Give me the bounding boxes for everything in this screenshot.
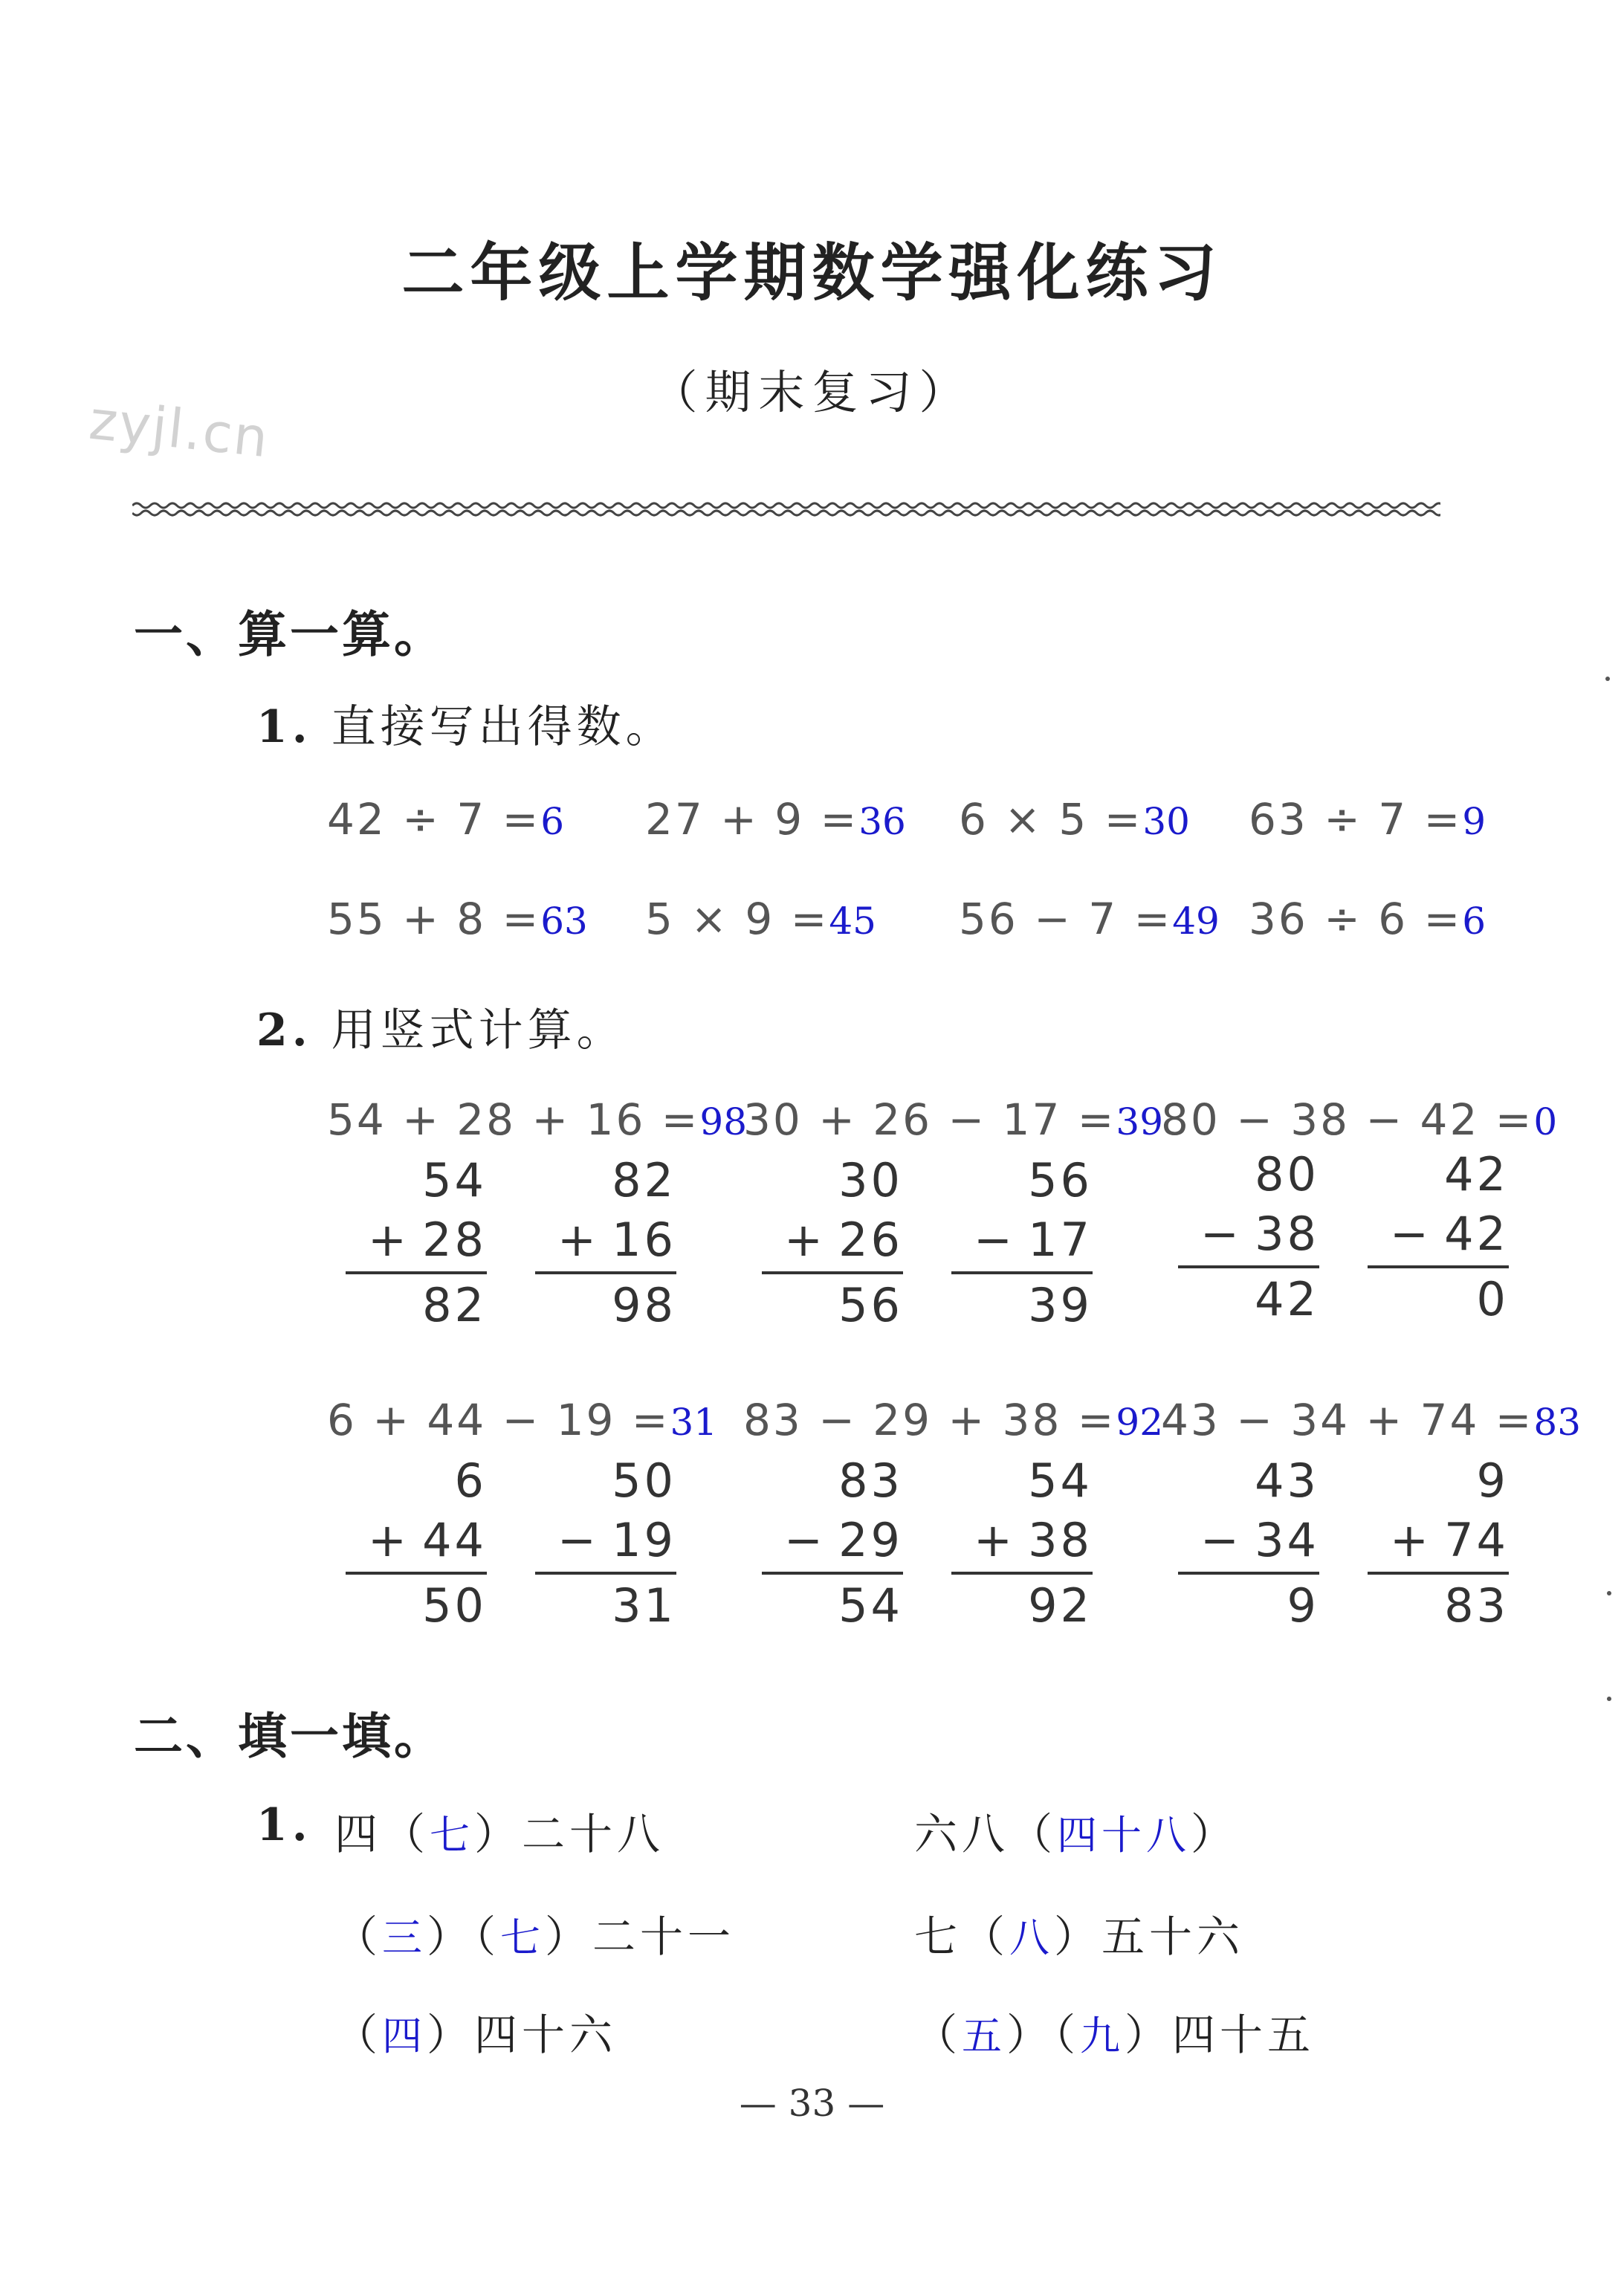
- answer: 92: [1116, 1401, 1164, 1444]
- fill-item: （三）（七）二十一: [334, 1911, 736, 1962]
- answer: 63: [540, 900, 588, 943]
- section-2-heading: 二、填一填。: [134, 1707, 446, 1765]
- section-1-heading: 一、算一算。: [134, 605, 446, 663]
- vertical-calc: 42 − 42 0: [1368, 1145, 1509, 1329]
- answer: 36: [858, 800, 906, 843]
- vertical-calc: 6 + 44 50: [346, 1451, 487, 1636]
- vertical-calc: 80 − 38 42: [1178, 1145, 1319, 1329]
- fill-item: （四）四十六: [334, 2010, 618, 2060]
- answer: 6: [540, 800, 565, 843]
- page-number: — 33 —: [739, 2082, 885, 2125]
- answer: 98: [699, 1100, 748, 1143]
- vertical-calc: 82 + 16 98: [535, 1151, 676, 1335]
- vertical-calc: 50 − 19 31: [535, 1451, 676, 1636]
- question-number: 1.: [256, 701, 312, 753]
- answer: 九: [1080, 2013, 1125, 2059]
- vertical-problem-expression: 6 + 44 − 19 =31: [327, 1395, 718, 1445]
- question-text: 用竖式计算。: [331, 1004, 626, 1056]
- vertical-calc: 9 + 74 83: [1368, 1451, 1509, 1636]
- question-2-1-number: 1.: [256, 1799, 312, 1851]
- vertical-calc: 56 − 17 39: [951, 1151, 1093, 1335]
- fill-item: 七（八）五十六: [914, 1911, 1245, 1962]
- answer: 49: [1172, 900, 1220, 943]
- vertical-problem-expression: 54 + 28 + 16 =98: [327, 1094, 748, 1145]
- page-title: 二年级上学期数学强化练习: [401, 236, 1223, 309]
- question-1-1: [256, 691, 675, 755]
- question-1-2: [256, 995, 626, 1059]
- answer: 五: [962, 2013, 1007, 2059]
- oral-item: 42 ÷ 7 =6: [327, 794, 565, 845]
- question-text: 直接写出得数。: [331, 701, 675, 753]
- wavy-divider: [132, 500, 1440, 519]
- vertical-problem-expression: 83 − 29 + 38 =92: [743, 1395, 1164, 1445]
- answer: 四: [382, 2013, 427, 2059]
- vertical-calc: 54 + 38 92: [951, 1451, 1093, 1636]
- scan-speck: [1607, 1591, 1611, 1595]
- question-number: 2.: [256, 1004, 312, 1056]
- answer: 39: [1116, 1100, 1164, 1143]
- watermark: zyjl.cn: [86, 388, 273, 470]
- answer: 83: [1533, 1401, 1582, 1444]
- answer: 30: [1142, 800, 1190, 843]
- answer: 31: [670, 1401, 718, 1444]
- scan-speck: [1607, 1697, 1611, 1701]
- fill-item: 四（七）二十八: [334, 1809, 665, 1859]
- fill-item: （五）（九）四十五: [914, 2010, 1316, 2060]
- oral-item: 63 ÷ 7 =9: [1249, 794, 1486, 845]
- answer: 四十八: [1057, 1812, 1191, 1859]
- oral-item: 56 − 7 =49: [959, 894, 1220, 944]
- page-subtitle: （期末复习）: [651, 365, 973, 419]
- answer: 七: [500, 1914, 546, 1961]
- answer: 9: [1462, 800, 1486, 843]
- vertical-problem-expression: 30 + 26 − 17 =39: [743, 1094, 1164, 1145]
- oral-item: 6 × 5 =30: [959, 794, 1190, 845]
- vertical-problem-expression: 80 − 38 − 42 =0: [1161, 1094, 1558, 1145]
- answer: 45: [829, 900, 876, 943]
- answer: 八: [1009, 1914, 1055, 1961]
- vertical-calc: 43 − 34 9: [1178, 1451, 1319, 1636]
- oral-item: 55 + 8 =63: [327, 894, 588, 944]
- answer: 0: [1533, 1100, 1558, 1143]
- oral-item: 36 ÷ 6 =6: [1249, 894, 1486, 944]
- answer: 6: [1462, 900, 1486, 943]
- oral-item: 5 × 9 =45: [645, 894, 876, 944]
- scan-speck: [1605, 677, 1610, 681]
- vertical-calc: 30 + 26 56: [762, 1151, 903, 1335]
- answer: 三: [382, 1914, 427, 1961]
- vertical-problem-expression: 43 − 34 + 74 =83: [1161, 1395, 1582, 1445]
- oral-item: 27 + 9 =36: [645, 794, 906, 845]
- fill-item: 六八（四十八）: [914, 1809, 1239, 1859]
- answer: 七: [430, 1812, 475, 1859]
- vertical-calc: 83 − 29 54: [762, 1451, 903, 1636]
- vertical-calc: 54 + 28 82: [346, 1151, 487, 1335]
